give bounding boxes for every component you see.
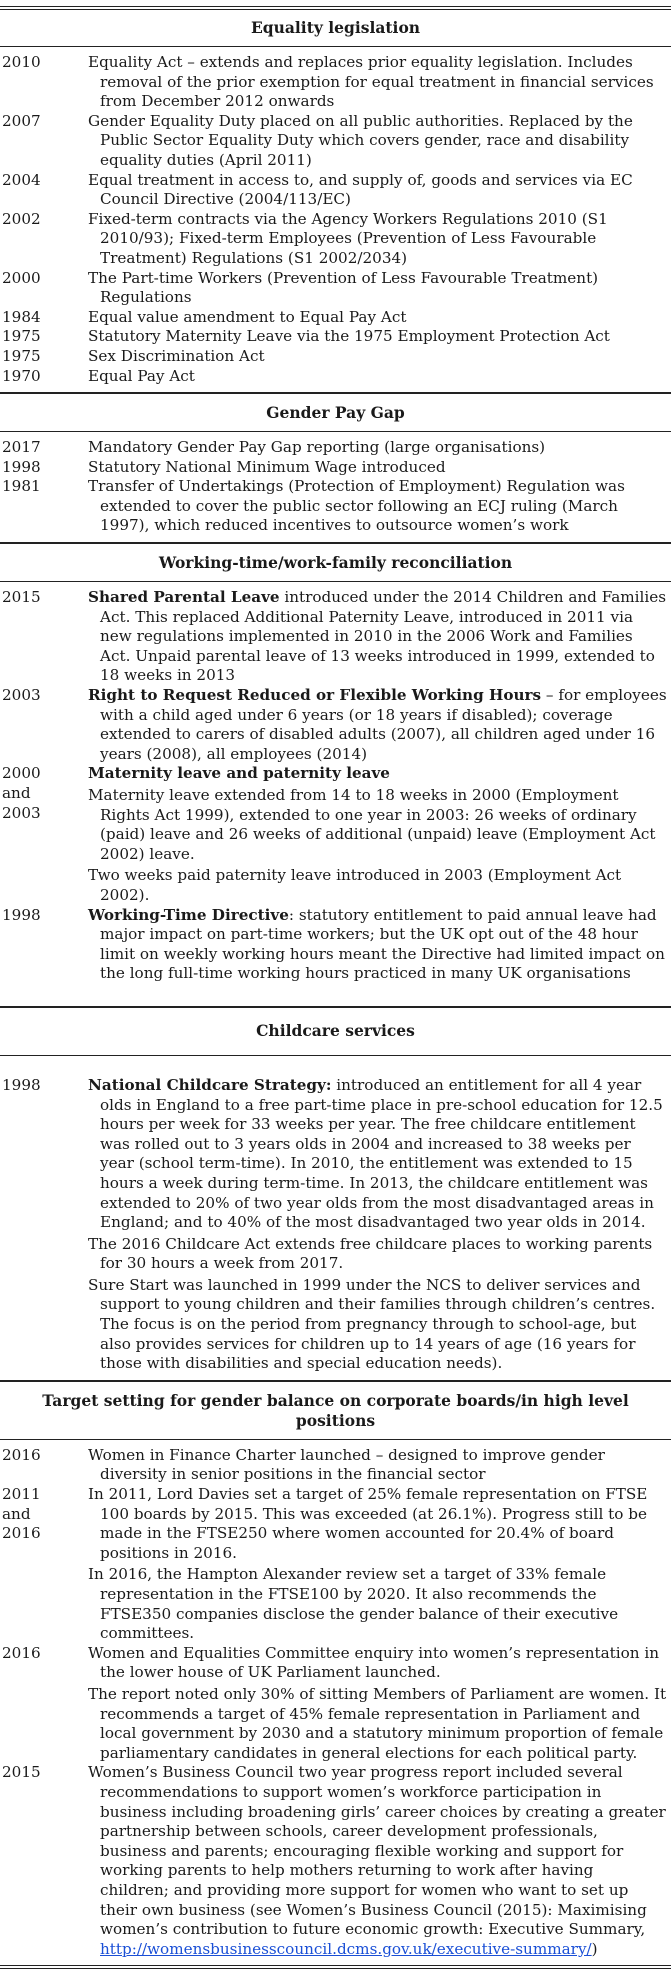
year-cell: 1984: [2, 307, 41, 326]
description-cell: [88, 112, 671, 171]
description-paragraph: Equal Pay Act: [88, 366, 195, 385]
year-cell: 1975: [2, 327, 41, 346]
timeline-row: [0, 327, 671, 347]
timeline-row: [0, 269, 671, 308]
description-paragraph: Two weeks paid paternity leave introduced in 2003 (Employment Act 2002).: [88, 866, 622, 904]
description-cell: [88, 686, 671, 764]
timeline-row: [0, 210, 671, 269]
description-paragraph: The 2016 Childcare Act extends free childcare places to working parents for 30 hours a week from 2017.: [88, 1234, 653, 1273]
year-cell: 2004: [2, 170, 41, 189]
timeline-row: [0, 1076, 671, 1374]
description-cell: [88, 1076, 671, 1374]
description-paragraph: Mandatory Gender Pay Gap reporting (large organisations): [88, 438, 546, 457]
description-cell: [88, 1446, 671, 1485]
timeline-row: [0, 764, 671, 905]
description-cell: [88, 1485, 671, 1644]
description-cell: [88, 1644, 671, 1764]
description-paragraph: Sure Start was launched in 1999 under the NCS to deliver services and support to young children and their families through children’s centres. The focus is on the period from pregnancy through to school-age, but also provides services for children up to 14 years of age (16 years for those with disabilities and special education needs).: [88, 1275, 656, 1373]
policy-name: Working-Time Directive: [88, 905, 289, 924]
source-link[interactable]: http://womensbusinesscouncil.dcms.gov.uk/executive-summary/: [100, 1939, 592, 1958]
description-paragraph: Statutory National Minimum Wage introduced: [88, 457, 446, 476]
timeline-row: [0, 1644, 671, 1764]
description-paragraph: Shared Parental Leave introduced under the 2014 Children and Families Act. This replaced Additional Paternity Leave, introduced in 2011 via new regulations implemented in 2010 in the 2006 Work and Families Act. Unpaid parental leave of 13 weeks introduced in 1999, extended to 18 weeks in 2013: [88, 588, 667, 685]
year-cell: 2016: [2, 1643, 41, 1662]
description-cell: [88, 438, 671, 458]
description-cell: [88, 347, 671, 367]
timeline-row: [0, 438, 671, 458]
description-cell: [88, 367, 671, 387]
description-paragraph: The Part-time Workers (Prevention of Less Favourable Treatment) Regulations: [88, 268, 599, 307]
section-body: [0, 582, 671, 1006]
timeline-row: [0, 308, 671, 328]
description-cell: [88, 171, 671, 210]
description-paragraph: Maternity leave extended from 14 to 18 weeks in 2000 (Employment Rights Act 1999), extended to one year in 2003: 26 weeks of ordinary (paid) leave and 26 weeks of additional (unpaid) leave (Employment Act 2002) leave.: [88, 786, 656, 863]
description-paragraph: Right to Request Reduced or Flexible Working Hours – for employees with a child aged under 6 years (or 18 years if disabled); coverage extended to carers of disabled adults (2007), all children aged under 16 years (2008), all employees (2014): [88, 686, 667, 763]
year-cell: 1981: [2, 477, 41, 496]
description-paragraph: Women’s Business Council two year progress report included several recommendations to support women’s workforce participation in business including broadening girls’ career choices by creating a greater partnership between schools, career development professionals, business and parents; encouraging flexible working and support for working parents to help mothers returning to work after having children; and providing more support for women who want to set up their own business (see Women’s Business Council (2015): Maximising women’s contribution to future economic growth: Executive Summary, http://womensbusinesscouncil.dcms.gov.uk/executive-summary/): [88, 1763, 666, 1958]
year-cell: 1998: [2, 905, 41, 924]
description-paragraph: In 2016, the Hampton Alexander review set a target of 33% female representation in the FTSE100 by 2020. It also recommends the FTSE350 companies disclose the gender balance of their executive committees.: [88, 1565, 619, 1643]
section-body: [0, 47, 671, 392]
policy-name: National Childcare Strategy:: [88, 1075, 332, 1094]
description-cell: [88, 269, 671, 308]
section-title: Equality legislation: [0, 6, 671, 47]
description-paragraph: Fixed-term contracts via the Agency Workers Regulations 2010 (S1 2010/93); Fixed-term Employees (Prevention of Less Favourable Treatment) Regulations (S1 2002/2034): [88, 209, 608, 267]
description-cell: [88, 308, 671, 328]
year-cell: 2002: [2, 209, 41, 228]
timeline-row: [0, 686, 671, 764]
description-cell: [88, 458, 671, 478]
year-cell: 2011 and 2016: [2, 1485, 41, 1543]
description-paragraph: Sex Discrimination Act: [88, 346, 265, 365]
description-paragraph: Equality Act – extends and replaces prior equality legislation. Includes removal of the prior exemption for equal treatment in financial services from December 2012 onwards: [88, 53, 654, 111]
description-paragraph: [88, 764, 667, 784]
timeline-row: [0, 588, 671, 686]
year-cell: 1998: [2, 1075, 41, 1094]
timeline-row: [0, 1446, 671, 1485]
description-cell: [88, 588, 671, 686]
policy-name: Right to Request Reduced or Flexible Working Hours: [88, 686, 542, 705]
description-paragraph: In 2011, Lord Davies set a target of 25% female representation on FTSE 100 boards by 2015. This was exceeded (at 26.1%). Progress still to be made in the FTSE250 where women accounted for 20.4% of board positions in 2016.: [88, 1485, 648, 1562]
description-paragraph: Gender Equality Duty placed on all public authorities. Replaced by the Public Sector Equality Duty which covers gender, race and disability equality duties (April 2011): [88, 111, 633, 169]
year-cell: 2010: [2, 53, 41, 71]
timeline-row: [0, 367, 671, 387]
description-paragraph: National Childcare Strategy: introduced an entitlement for all 4 year olds in England to a free part-time place in pre-school education for 12.5 hours per week for 33 weeks per year. The free childcare entitlement was rolled out to 3 years olds in 2004 and increased to 38 weeks per year (school term-time). In 2010, the entitlement was extended to 15 hours a week during term-time. In 2013, the childcare entitlement was extended to 20% of two year olds from the most disadvantaged areas in England; and to 40% of the most disadvantaged two year olds in 2014.: [88, 1075, 663, 1232]
year-cell: 2016: [2, 1445, 41, 1464]
year-cell: 1975: [2, 346, 41, 365]
year-cell: 2007: [2, 111, 41, 130]
description-cell: [88, 764, 671, 905]
policy-name: Maternity leave and paternity leave: [88, 764, 390, 783]
year-cell: 2000 and 2003: [2, 764, 41, 822]
year-cell: 2000: [2, 268, 41, 287]
section-title: Gender Pay Gap: [0, 392, 671, 432]
section-title: Target setting for gender balance on corporate boards/in high level positions: [0, 1380, 671, 1440]
year-cell: 1998: [2, 457, 41, 476]
year-cell: 2015: [2, 588, 41, 607]
section-body: [0, 432, 671, 542]
section-body: [0, 1056, 671, 1380]
section-title: Childcare services: [0, 1006, 671, 1056]
description-cell: [88, 477, 671, 536]
timeline-row: [0, 53, 671, 112]
timeline-row: [0, 458, 671, 478]
year-cell: 2003: [2, 686, 41, 705]
section-title: Working-time/work-family reconciliation: [0, 542, 671, 582]
description-cell: [88, 327, 671, 347]
timeline-row: [0, 1485, 671, 1644]
description-paragraph: Women and Equalities Committee enquiry into women’s representation in the lower house of UK Parliament launched.: [88, 1643, 660, 1682]
description-paragraph: Statutory Maternity Leave via the 1975 Employment Protection Act: [88, 327, 610, 346]
description-paragraph: Equal value amendment to Equal Pay Act: [88, 307, 407, 326]
description-cell: [88, 53, 671, 112]
description-paragraph: Women in Finance Charter launched – designed to improve gender diversity in senior positions in the financial sector: [88, 1445, 605, 1484]
description-cell: [88, 1763, 671, 1959]
description-paragraph: Working-Time Directive: statutory entitlement to paid annual leave had major impact on part-time workers; but the UK opt out of the 48 hour limit on weekly working hours meant the Directive had limited impact on the long full-time working hours practiced in many UK organisations: [88, 905, 665, 983]
description-cell: [88, 906, 671, 984]
timeline-row: [0, 906, 671, 984]
timeline-row: [0, 1763, 671, 1959]
timeline-row: [0, 477, 671, 536]
section-body: [0, 1440, 671, 1965]
policy-name: Shared Parental Leave: [88, 588, 280, 607]
year-cell: 1970: [2, 366, 41, 385]
description-paragraph: Equal treatment in access to, and supply of, goods and services via EC Council Directive (2004/113/EC): [88, 170, 633, 209]
description-paragraph: Transfer of Undertakings (Protection of Employment) Regulation was extended to cover the public sector following an ECJ ruling (March 1997), which reduced incentives to outsource women’s work: [88, 477, 625, 535]
year-cell: 2017: [2, 438, 41, 457]
year-cell: 2015: [2, 1763, 41, 1782]
timeline-row: [0, 112, 671, 171]
timeline-row: [0, 347, 671, 367]
description-cell: [88, 210, 671, 269]
description-paragraph: The report noted only 30% of sitting Members of Parliament are women. It recommends a target of 45% female representation in Parliament and local government by 2030 and a statutory minimum proportion of female parliamentary candidates in general elections for each political party.: [88, 1684, 667, 1762]
timeline-row: [0, 171, 671, 210]
